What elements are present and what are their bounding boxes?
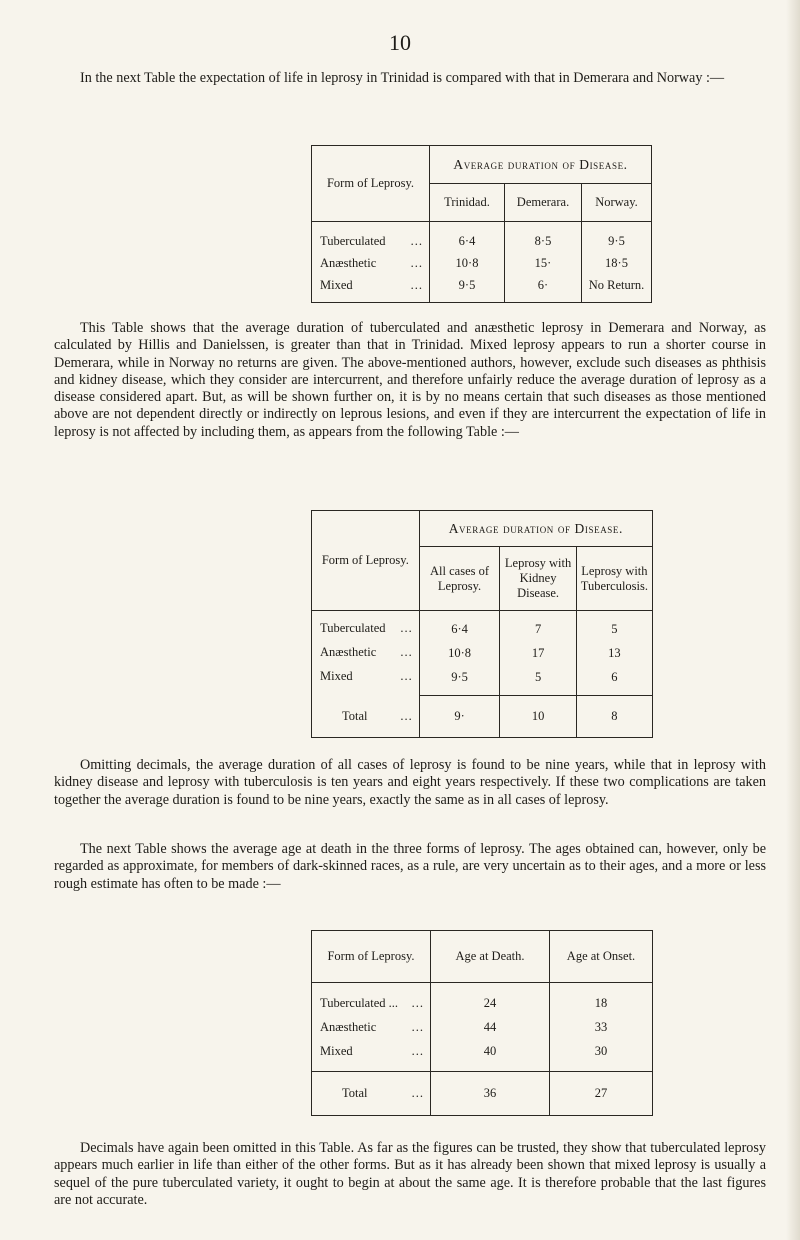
table-row-label: Tuberculated ...: [320, 621, 413, 636]
closing-paragraph: Decimals have again been omitted in this Table. As far as the figures can be trusted, they show that tuberculated leprosy appears much earlier in life than either of the other forms. But as it has already been shown that mixed leprosy is usually a sequel of the pure tuberculated variety, it ought to begin at about the same age. It is therefore probable that the last figures are not accurate.: [54, 1140, 766, 1208]
table-cell: 10·8: [455, 256, 479, 270]
age-table-intro-paragraph: The next Table shows the average age at death in the three forms of leprosy. The ages obtained can, however, only be regarded as approximate, for members of dark-skinned races, as a rule, are very uncertain as to their ages, and a more or less rough estimate has often to be made :—: [54, 841, 766, 892]
table-cell: 30: [594, 1044, 608, 1058]
column-header: Norway.: [582, 184, 652, 222]
intro-paragraph: In the next Table the expectation of life in leprosy in Trinidad is compared with that in Demerara and Norway :—: [80, 70, 725, 86]
discussion-paragraph: This Table shows that the average duration of tuberculated and anæsthetic leprosy in Demerara and Norway, as calculated by Hillis and Danielssen, is greater than that in Trinidad. Mixed leprosy appears to run a shorter course in Demerara, while in Norway no returns are given. The above-mentioned authors, however, exclude such diseases as phthisis and kidney disease, which they consider are intercurrent, and therefore unfairly reduce the average duration of leprosy as a disease considered apart. But, as will be shown further on, it is by no means certain that such diseases as those mentioned above are not dependent directly or indirectly on leprous lesions, and even if they are intercurrent the expectation of life in leprosy is not affected by including them, as appears from the following Table :—: [54, 320, 766, 440]
demerara-column: [505, 222, 582, 303]
row-labels: [312, 983, 431, 1072]
table-cell: 24: [483, 996, 497, 1010]
table-cell: No Return.: [588, 278, 645, 292]
column-header: Trinidad.: [430, 184, 505, 222]
column-header: Demerara.: [505, 184, 582, 222]
table-cell: 40: [483, 1044, 497, 1058]
page-edge-shadow: [786, 0, 800, 1240]
omitting-decimals-paragraph: Omitting decimals, the average duration of all cases of leprosy is found to be nine years, while that in leprosy with kidney disease and leprosy with tuberculosis is ten years and eight years respectively. If these two complications are taken together the average duration is found to be nine years, exactly the same as in all cases of leprosy.: [54, 757, 766, 808]
table-cell: 18: [594, 996, 608, 1010]
total-label: Total ...: [312, 696, 420, 738]
table-cell: 17: [531, 646, 545, 660]
table-cell: 13: [608, 646, 621, 660]
column-header: Leprosy with Kidney Disease.: [500, 547, 576, 611]
column-header: Age at Death.: [431, 931, 550, 983]
table-cell: 15·: [534, 256, 552, 270]
page-number: 10: [389, 30, 411, 55]
table-cell: 44: [483, 1020, 497, 1034]
age-at-death-column: [431, 983, 550, 1072]
table-cell: 6·4: [451, 622, 468, 636]
total-row: [312, 696, 653, 738]
table-row-label: Mixed ...: [320, 669, 413, 684]
table-cell: 8: [576, 696, 652, 738]
table-cell: 9·5: [451, 670, 468, 684]
column-header: Age at Onset.: [550, 931, 653, 983]
table-cell: 6·4: [458, 234, 476, 248]
total-row: [312, 1072, 653, 1116]
row-labels: [312, 611, 420, 696]
total-label: Total ...: [312, 1072, 431, 1116]
column-header: Leprosy with Tuberculosis.: [576, 547, 652, 611]
trinidad-column: [430, 222, 505, 303]
age-table: [311, 930, 653, 1116]
group-header: Average duration of Disease.: [419, 511, 652, 547]
duration-comparison-table: [311, 145, 652, 303]
table-cell: 33: [594, 1020, 608, 1034]
table-cell: 18·5: [605, 256, 628, 270]
table-cell: 6·: [537, 278, 549, 292]
table-row-label: Tuberculated ... ...: [320, 996, 424, 1010]
tuberculosis-column: [576, 611, 652, 696]
table-row-label: Anæsthetic ...: [320, 1020, 424, 1034]
row-labels: [312, 222, 430, 303]
table-row-label: Mixed ...: [320, 1044, 424, 1058]
kidney-column: [500, 611, 576, 696]
norway-column: [582, 222, 652, 303]
table-cell: 27: [550, 1072, 653, 1116]
table-cell: 9·5: [458, 278, 476, 292]
table-cell: 7: [534, 622, 542, 636]
all-cases-column: [419, 611, 500, 696]
table-row-label: Mixed ...: [320, 278, 423, 292]
age-at-onset-column: [550, 983, 653, 1072]
group-header: Average duration of Disease.: [430, 146, 652, 184]
table-row-label: Tuberculated ...: [320, 234, 423, 248]
table-cell: 36: [431, 1072, 550, 1116]
table-cell: 10: [500, 696, 576, 738]
table-cell: 5: [534, 670, 542, 684]
column-header: All cases of Leprosy.: [419, 547, 500, 611]
form-header: Form of Leprosy.: [312, 511, 420, 611]
table-cell: 6: [611, 670, 618, 684]
table-cell: 9·: [419, 696, 500, 738]
table-cell: 9·5: [608, 234, 625, 248]
table-cell: 10·8: [448, 646, 471, 660]
table-cell: 5: [611, 622, 618, 636]
table-cell: 8·5: [534, 234, 552, 248]
table-row-label: Anæsthetic ...: [320, 645, 413, 660]
form-header: Form of Leprosy.: [312, 146, 430, 222]
table-row-label: Anæsthetic ...: [320, 256, 423, 270]
duration-complications-table: [311, 510, 653, 738]
column-header: Form of Leprosy.: [312, 931, 431, 983]
